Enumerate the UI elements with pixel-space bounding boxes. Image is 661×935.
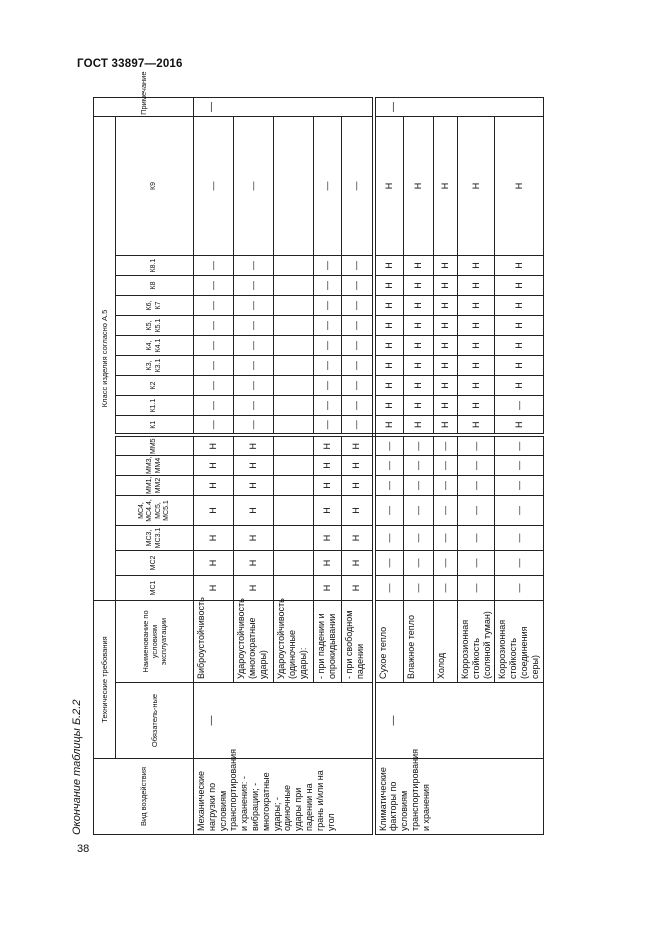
table-cell: Н xyxy=(495,296,543,316)
class-header: К2 xyxy=(116,376,194,396)
table-cell: Н xyxy=(404,276,434,296)
table-cell: — xyxy=(495,476,543,496)
table-cell: Н xyxy=(458,396,495,416)
table-cell: Н xyxy=(374,316,404,336)
table-cell: Н xyxy=(458,256,495,276)
table-cell: Н xyxy=(234,576,274,601)
class-header: МС4, МС4.4, МС5, МС5.1 xyxy=(116,496,194,526)
table-cell xyxy=(274,276,314,296)
table-cell: — xyxy=(234,116,274,255)
table-cell: Н xyxy=(314,576,342,601)
table-cell: — xyxy=(194,316,234,336)
table-cell xyxy=(274,256,314,276)
table-cell xyxy=(274,356,314,376)
table-cell: Н xyxy=(495,116,543,255)
requirement-name: Холод xyxy=(434,601,458,683)
table-cell: Н xyxy=(342,456,374,476)
table-cell: — xyxy=(434,456,458,476)
table-row xyxy=(374,98,404,835)
header-prim: Примечание xyxy=(94,98,194,117)
table-cell: — xyxy=(404,576,434,601)
table-cell: Н xyxy=(495,276,543,296)
table-cell xyxy=(274,436,314,456)
table-cell: Н xyxy=(404,256,434,276)
table-cell: Н xyxy=(495,376,543,396)
table-cell: Н xyxy=(404,416,434,436)
table-cell xyxy=(274,476,314,496)
table-cell: — xyxy=(404,456,434,476)
table-cell: Н xyxy=(342,551,374,576)
table-cell: — xyxy=(314,396,342,416)
table-cell: Н xyxy=(434,256,458,276)
table-cell: Н xyxy=(314,436,342,456)
class-header: К8.1 xyxy=(116,256,194,276)
table-cell xyxy=(274,526,314,551)
table-cell: — xyxy=(234,336,274,356)
class-header: ММ3, ММ4 xyxy=(116,456,194,476)
vid-cell: Климатические факторы по условиям транспортирования и хранения xyxy=(374,759,544,835)
table-cell: — xyxy=(495,551,543,576)
table-cell: Н xyxy=(434,276,458,296)
table-cell: — xyxy=(234,396,274,416)
table-cell: Н xyxy=(342,526,374,551)
class-header: К5, К5.1 xyxy=(116,316,194,336)
table-cell: Н xyxy=(314,456,342,476)
table-cell: Н xyxy=(495,256,543,276)
table-cell: Н xyxy=(458,296,495,316)
table-cell xyxy=(274,456,314,476)
page-number: 38 xyxy=(77,843,90,855)
class-header: К8 xyxy=(116,276,194,296)
table-cell: — xyxy=(342,316,374,336)
table-cell: — xyxy=(374,496,404,526)
table-cell: Н xyxy=(404,336,434,356)
table-cell: — xyxy=(374,476,404,496)
table-cell: Н xyxy=(234,456,274,476)
table-cell: Н xyxy=(458,116,495,255)
table-cell xyxy=(274,576,314,601)
table-cell: — xyxy=(314,256,342,276)
table-cell: — xyxy=(234,356,274,376)
header-tech: Технические требования xyxy=(94,601,116,759)
table-cell: — xyxy=(194,276,234,296)
table-cell: Н xyxy=(495,356,543,376)
header-vid: Вид воздействия xyxy=(94,759,194,835)
class-header: МС3, МС3.1 xyxy=(116,526,194,551)
table-cell: — xyxy=(342,336,374,356)
header-obyaz: Обязатель-ные xyxy=(116,683,194,759)
rotated-table-block xyxy=(71,71,540,835)
table-cell xyxy=(274,316,314,336)
table-cell: — xyxy=(374,436,404,456)
table-cell: Н xyxy=(458,356,495,376)
table-cell: Н xyxy=(404,116,434,255)
table-cell: Н xyxy=(374,416,404,436)
table-cell: Н xyxy=(342,476,374,496)
requirement-name: Коррозионная стойкость (соединения серы) xyxy=(495,601,543,683)
table-cell: — xyxy=(314,356,342,376)
table-cell: Н xyxy=(314,551,342,576)
table-cell: Н xyxy=(194,576,234,601)
requirement-name: Удароустойчивость (многократные удары) xyxy=(234,601,274,683)
table-cell: Н xyxy=(434,356,458,376)
requirement-name: Удароустойчивость (одиночные удары): xyxy=(274,601,314,683)
table-cell: — xyxy=(314,296,342,316)
class-header: ММ1, ММ2 xyxy=(116,476,194,496)
table-cell: Н xyxy=(374,336,404,356)
prim-cell: — xyxy=(374,98,544,117)
table-cell: — xyxy=(495,436,543,456)
table-cell: — xyxy=(458,526,495,551)
table-cell: — xyxy=(495,576,543,601)
table-cell: Н xyxy=(458,376,495,396)
table-cell: Н xyxy=(495,416,543,436)
vid-cell: Механические нагрузки по условиям транспортирования и хранения: - вибрации; - многократные удары; - одиночные удары при падении на грань и/или на угол xyxy=(194,759,374,835)
table-cell: Н xyxy=(495,336,543,356)
table-cell: Н xyxy=(434,396,458,416)
table-cell: — xyxy=(314,416,342,436)
table-cell xyxy=(274,336,314,356)
table-cell: Н xyxy=(434,376,458,396)
table-cell: Н xyxy=(404,356,434,376)
table-cell: Н xyxy=(194,496,234,526)
table-cell: — xyxy=(342,356,374,376)
header-naim: Наименование по условиям эксплуатации xyxy=(116,601,194,683)
table-cell: Н xyxy=(342,496,374,526)
table-cell xyxy=(274,496,314,526)
table-cell: — xyxy=(194,396,234,416)
table-cell: — xyxy=(434,551,458,576)
table-cell xyxy=(274,416,314,436)
table-cell xyxy=(274,396,314,416)
table-cell: — xyxy=(404,436,434,456)
table-cell: — xyxy=(404,476,434,496)
obyaz-cell: — xyxy=(374,683,544,759)
table-cell: Н xyxy=(404,316,434,336)
table-cell: Н xyxy=(374,376,404,396)
table-cell: Н xyxy=(434,296,458,316)
table-cell: — xyxy=(342,256,374,276)
table-cell: — xyxy=(342,296,374,316)
table-cell: — xyxy=(234,296,274,316)
table-cell: Н xyxy=(234,551,274,576)
table-cell: Н xyxy=(314,526,342,551)
table-cell: Н xyxy=(194,526,234,551)
table-cell: Н xyxy=(374,276,404,296)
table-cell: — xyxy=(342,116,374,255)
table-cell: Н xyxy=(374,296,404,316)
class-header: ММ5 xyxy=(116,436,194,456)
table-cell: — xyxy=(342,416,374,436)
table-cell: — xyxy=(194,116,234,255)
table-cell: — xyxy=(374,526,404,551)
requirement-name: Сухое тепло xyxy=(374,601,404,683)
table-cell: Н xyxy=(342,576,374,601)
table-cell xyxy=(274,296,314,316)
table-cell: — xyxy=(495,456,543,476)
table-cell: — xyxy=(434,526,458,551)
table-cell: — xyxy=(458,476,495,496)
table-cell: Н xyxy=(194,436,234,456)
table-cell: Н xyxy=(458,316,495,336)
table-cell: — xyxy=(234,376,274,396)
table-cell: — xyxy=(374,456,404,476)
table-cell: — xyxy=(458,456,495,476)
table-cell: Н xyxy=(458,416,495,436)
table-cell: — xyxy=(314,316,342,336)
table-cell: Н xyxy=(234,496,274,526)
table-cell: — xyxy=(374,576,404,601)
requirement-name: - при падении и опрокидывании xyxy=(314,601,342,683)
table-cell: Н xyxy=(234,436,274,456)
table-cell: Н xyxy=(434,336,458,356)
table-cell: — xyxy=(234,276,274,296)
obyaz-cell: — xyxy=(194,683,374,759)
table-cell: — xyxy=(434,496,458,526)
table-cell: Н xyxy=(314,496,342,526)
table-cell: Н xyxy=(374,116,404,255)
table-cell: Н xyxy=(404,376,434,396)
requirement-name: Влажное тепло xyxy=(404,601,434,683)
table-cell: — xyxy=(314,336,342,356)
table-cell: — xyxy=(314,276,342,296)
table-cell: — xyxy=(458,436,495,456)
table-cell: — xyxy=(374,551,404,576)
table-cell: Н xyxy=(234,526,274,551)
class-header: К6, К7 xyxy=(116,296,194,316)
requirement-name: Коррозионная стойкость (соляной туман) xyxy=(458,601,495,683)
table-cell: Н xyxy=(404,396,434,416)
table-cell: Н xyxy=(374,256,404,276)
class-header: К4, К4.1 xyxy=(116,336,194,356)
table-cell: — xyxy=(314,376,342,396)
table-caption: Окончание таблицы Б.2.2 xyxy=(71,699,83,835)
table-cell: — xyxy=(314,116,342,255)
requirement-name: - при свободном падении xyxy=(342,601,374,683)
table-cell: — xyxy=(458,551,495,576)
table-cell: Н xyxy=(342,436,374,456)
table-cell: — xyxy=(434,436,458,456)
table-cell: — xyxy=(458,496,495,526)
prim-cell: — xyxy=(194,98,374,117)
document-header: ГОСТ 33897—2016 xyxy=(77,58,183,70)
table-cell: — xyxy=(234,316,274,336)
table-cell: — xyxy=(342,276,374,296)
class-header: МС1 xyxy=(116,576,194,601)
header-klass: Класс изделия согласно А.5 xyxy=(94,116,116,600)
table-cell: — xyxy=(194,376,234,396)
table-cell: Н xyxy=(458,276,495,296)
table-cell: Н xyxy=(404,296,434,316)
table-cell: — xyxy=(434,476,458,496)
table-cell: Н xyxy=(434,316,458,336)
table-cell: — xyxy=(194,296,234,316)
table-cell: Н xyxy=(314,476,342,496)
table-cell: — xyxy=(234,256,274,276)
table-cell xyxy=(274,376,314,396)
table-cell: Н xyxy=(194,551,234,576)
table-cell: Н xyxy=(434,116,458,255)
table-cell: — xyxy=(404,496,434,526)
table-cell: Н xyxy=(458,336,495,356)
table-cell: — xyxy=(495,526,543,551)
table-cell: — xyxy=(434,576,458,601)
table-row xyxy=(194,98,234,835)
table-cell: Н xyxy=(374,356,404,376)
table-cell: — xyxy=(458,576,495,601)
table-cell: Н xyxy=(234,476,274,496)
table-cell: Н xyxy=(194,476,234,496)
requirement-name: Виброустойчивость xyxy=(194,601,234,683)
table-cell: — xyxy=(194,336,234,356)
table-cell: — xyxy=(495,496,543,526)
class-header: МС2 xyxy=(116,551,194,576)
class-header: К1 xyxy=(116,416,194,436)
table-cell: — xyxy=(404,551,434,576)
class-header: К3, К3.1 xyxy=(116,356,194,376)
table-cell: — xyxy=(342,376,374,396)
table-cell: — xyxy=(234,416,274,436)
table-cell: Н xyxy=(374,396,404,416)
table-cell: — xyxy=(342,396,374,416)
class-header: К9 xyxy=(116,116,194,255)
table-cell: Н xyxy=(495,316,543,336)
table-cell: — xyxy=(194,356,234,376)
requirements-table xyxy=(93,71,544,835)
table-cell xyxy=(274,116,314,255)
table-cell: — xyxy=(404,526,434,551)
table-cell: — xyxy=(495,396,543,416)
table-cell: — xyxy=(194,256,234,276)
table-cell: Н xyxy=(194,456,234,476)
class-header: К1.1 xyxy=(116,396,194,416)
table-cell xyxy=(274,551,314,576)
table-cell: — xyxy=(194,416,234,436)
table-cell: Н xyxy=(434,416,458,436)
